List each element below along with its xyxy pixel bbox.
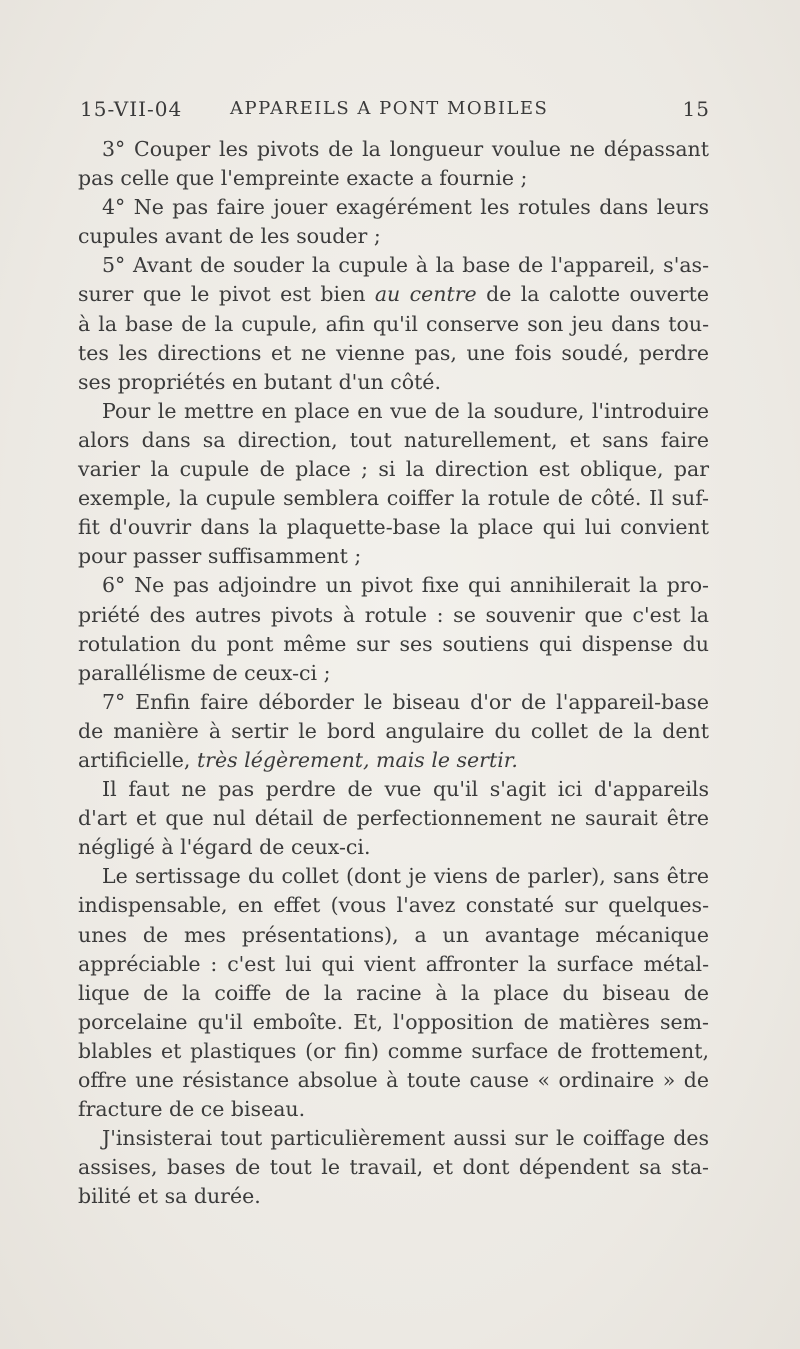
- text-segment: alors dans sa direction, tout naturellement, et sans faire: [78, 427, 709, 452]
- text-line: [78, 630, 709, 659]
- text-line: [78, 862, 709, 891]
- text-line: [78, 1037, 709, 1066]
- text-segment: d'art et que nul détail de perfectionnement ne saurait être: [78, 806, 709, 831]
- text-line: [78, 280, 709, 309]
- text-line: [78, 804, 709, 833]
- text-segment: unes de mes présentations), a un avantage mécanique: [78, 922, 709, 947]
- text-line: [78, 251, 709, 280]
- text-segment: pour passer suffisamment ;: [78, 544, 362, 569]
- text-line: [78, 397, 709, 426]
- text-line: [78, 1182, 709, 1211]
- text-line: [78, 746, 709, 775]
- page-number: 15: [682, 97, 710, 121]
- text-line: [78, 1008, 709, 1037]
- text-segment: fracture de ce biseau.: [78, 1097, 306, 1122]
- text-segment: artificielle,: [78, 747, 197, 772]
- text-segment: blables et plastiques (or fin) comme surface de frottement,: [78, 1038, 709, 1063]
- text-segment: de manière à sertir le bord angulaire du collet de la dent: [78, 718, 709, 743]
- text-line: [78, 688, 709, 717]
- text-segment: parallélisme de ceux-ci ;: [78, 660, 331, 685]
- text-line: [78, 542, 709, 571]
- text-line: [78, 659, 709, 688]
- text-line: [78, 310, 709, 339]
- text-line: [78, 339, 709, 368]
- text-segment: fit d'ouvrir dans la plaquette-base la place qui lui convient: [78, 515, 709, 540]
- text-line: [78, 1066, 709, 1095]
- text-segment: Il faut ne pas perdre de vue qu'il s'agit ici d'appareils: [102, 777, 709, 802]
- text-line: [78, 950, 709, 979]
- text-line: [78, 455, 709, 484]
- header-date: 15-VII-04: [80, 97, 183, 121]
- text-segment: lique de la coiffe de la racine à la place du biseau de: [78, 980, 709, 1005]
- text-segment: indispensable, en effet (vous l'avez constaté sur quelques-: [78, 893, 709, 918]
- text-line: [78, 193, 709, 222]
- text-segment: cupules avant de les souder ;: [78, 224, 381, 249]
- text-segment: varier la cupule de place ; si la direction est oblique, par: [78, 457, 709, 482]
- text-segment: négligé à l'égard de ceux-ci.: [78, 835, 371, 860]
- text-segment: surer que le pivot est bien: [78, 282, 375, 307]
- text-segment: exemple, la cupule semblera coiffer la rotule de côté. Il suf-: [78, 486, 709, 511]
- italic-segment: au centre: [374, 282, 477, 307]
- text-line: [78, 1124, 709, 1153]
- italic-segment: très légèrement, mais le sertir.: [196, 747, 518, 772]
- text-segment: 7° Enfin faire déborder le biseau d'or de l'appareil-base: [102, 689, 709, 714]
- text-line: [78, 222, 709, 251]
- text-line: [78, 717, 709, 746]
- text-line: [78, 1095, 709, 1124]
- text-segment: 5° Avant de souder la cupule à la base de l'appareil, s'as-: [102, 253, 709, 278]
- text-line: [78, 513, 709, 542]
- text-segment: Le sertissage du collet (dont je viens de parler), sans être: [102, 864, 709, 889]
- text-line: [78, 891, 709, 920]
- text-segment: rotulation du pont même sur ses soutiens qui dispense du: [78, 631, 709, 656]
- text-line: [78, 164, 709, 193]
- text-segment: 4° Ne pas faire jouer exagérément les rotules dans leurs: [102, 195, 709, 220]
- text-line: [78, 135, 709, 164]
- body-text: [78, 135, 709, 1211]
- text-line: [78, 426, 709, 455]
- text-segment: pas celle que l'empreinte exacte a fournie ;: [78, 166, 528, 191]
- text-segment: ses propriétés en butant d'un côté.: [78, 369, 441, 394]
- text-segment: 6° Ne pas adjoindre un pivot fixe qui annihilerait la pro-: [102, 573, 709, 598]
- text-segment: de la calotte ouverte: [476, 282, 709, 307]
- running-header: [80, 97, 710, 127]
- text-line: [78, 601, 709, 630]
- text-line: [78, 571, 709, 600]
- text-segment: tes les directions et ne vienne pas, une fois soudé, perdre: [78, 340, 709, 365]
- text-line: [78, 484, 709, 513]
- text-segment: J'insisterai tout particulièrement aussi sur le coiffage des: [102, 1126, 709, 1151]
- header-title: APPAREILS A PONT MOBILES: [230, 98, 549, 119]
- text-line: [78, 921, 709, 950]
- text-segment: priété des autres pivots à rotule : se souvenir que c'est la: [78, 602, 709, 627]
- text-segment: à la base de la cupule, afin qu'il conserve son jeu dans tou-: [78, 311, 709, 336]
- text-segment: porcelaine qu'il emboîte. Et, l'opposition de matières sem-: [78, 1009, 709, 1034]
- text-segment: bilité et sa durée.: [78, 1184, 261, 1209]
- text-segment: Pour le mettre en place en vue de la soudure, l'introduire: [102, 398, 709, 423]
- text-segment: 3° Couper les pivots de la longueur voulue ne dépassant: [102, 137, 709, 161]
- text-line: [78, 1153, 709, 1182]
- text-segment: appréciable : c'est lui qui vient affronter la surface métal-: [78, 951, 709, 976]
- text-line: [78, 775, 709, 804]
- text-segment: assises, bases de tout le travail, et dont dépendent sa sta-: [78, 1155, 709, 1180]
- text-line: [78, 368, 709, 397]
- text-segment: offre une résistance absolue à toute cause « ordinaire » de: [78, 1068, 709, 1092]
- text-line: [78, 979, 709, 1008]
- text-line: [78, 833, 709, 862]
